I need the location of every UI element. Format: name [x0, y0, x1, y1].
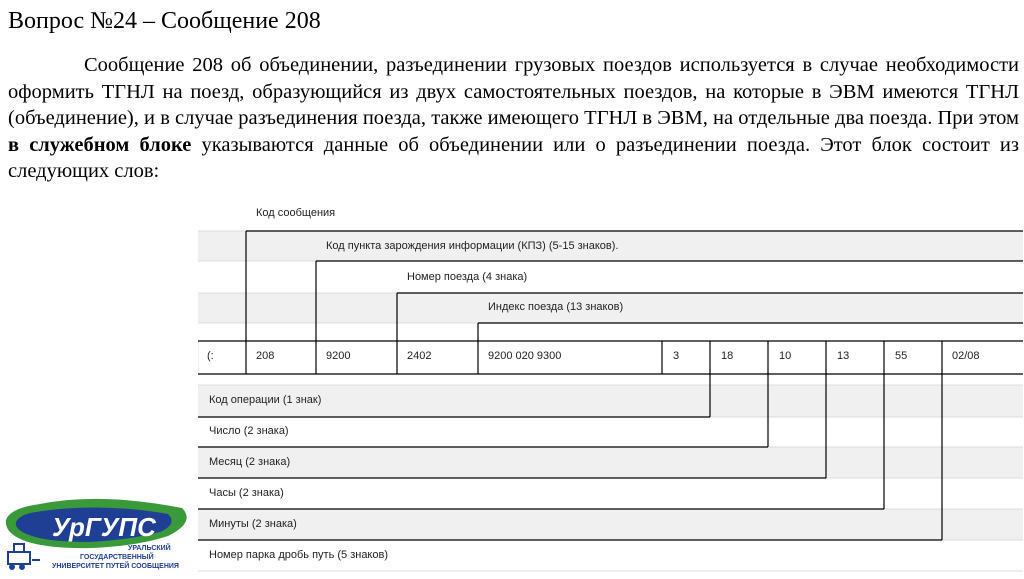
logo-caption-3: УНИВЕРСИТЕТ ПУТЕЙ СООБЩЕНИЯ — [52, 563, 179, 570]
logo-caption-1: УРАЛЬСКИЙ — [128, 545, 171, 552]
label-operation-code: Код операции (1 знак) — [209, 394, 322, 406]
cell-month: 10 — [779, 350, 792, 362]
label-kpz: Код пункта зарождения информации (КПЗ) (5-15 знаков). — [326, 240, 619, 252]
label-day: Число (2 знака) — [209, 425, 289, 437]
cell-kpz: 9200 — [326, 350, 351, 362]
university-logo — [0, 496, 195, 574]
slide-title: Вопрос №24 – Сообщение 208 — [8, 8, 321, 34]
cell-hours: 13 — [837, 350, 850, 362]
label-month: Месяц (2 знака) — [209, 456, 291, 468]
cell-minutes: 55 — [895, 350, 908, 362]
cell-start: (: — [207, 350, 214, 362]
cell-operation-code: 3 — [673, 350, 680, 362]
paragraph-part1: Сообщение 208 об объединении, разъединении грузовых поездов используется в случае необходимости оформить ТГНЛ на поезд, образующийся из двух самостоятельных поездов, на которые в ЭВМ имеются ТГНЛ (объединение), и в случае разъединения поезда, также имеющего ТГНЛ в ЭВМ, на отдельные два поезда. При этом — [8, 54, 1019, 129]
logo-caption-2: ГОСУДАРСТВЕННЫЙ — [80, 554, 154, 561]
slide-paragraph — [8, 52, 1019, 185]
logo-text: УрГУПС — [52, 512, 156, 542]
cell-day: 18 — [721, 350, 734, 362]
cell-train-number: 2402 — [407, 350, 432, 362]
cell-park-track: 02/08 — [952, 350, 980, 362]
label-train-number: Номер поезда (4 знака) — [407, 271, 528, 283]
label-hours: Часы (2 знака) — [209, 487, 284, 499]
paragraph-bold: в служебном блоке — [8, 133, 192, 156]
label-train-index: Индекс поезда (13 знаков) — [488, 301, 624, 313]
message-structure-diagram — [198, 198, 1023, 574]
diagram-grid — [198, 198, 1023, 574]
label-minutes: Минуты (2 знака) — [209, 518, 297, 530]
label-park-track: Номер парка дробь путь (5 знаков) — [209, 549, 388, 561]
paragraph-part2: указываются данные об объединении или о разъединении поезда. Этот блок состоит из следующих слов: — [8, 133, 1019, 182]
cell-train-index: 9200 020 9300 — [488, 350, 562, 362]
locomotive-icon — [8, 544, 40, 564]
cell-message-code: 208 — [256, 350, 275, 362]
label-message-code: Код сообщения — [256, 207, 336, 219]
